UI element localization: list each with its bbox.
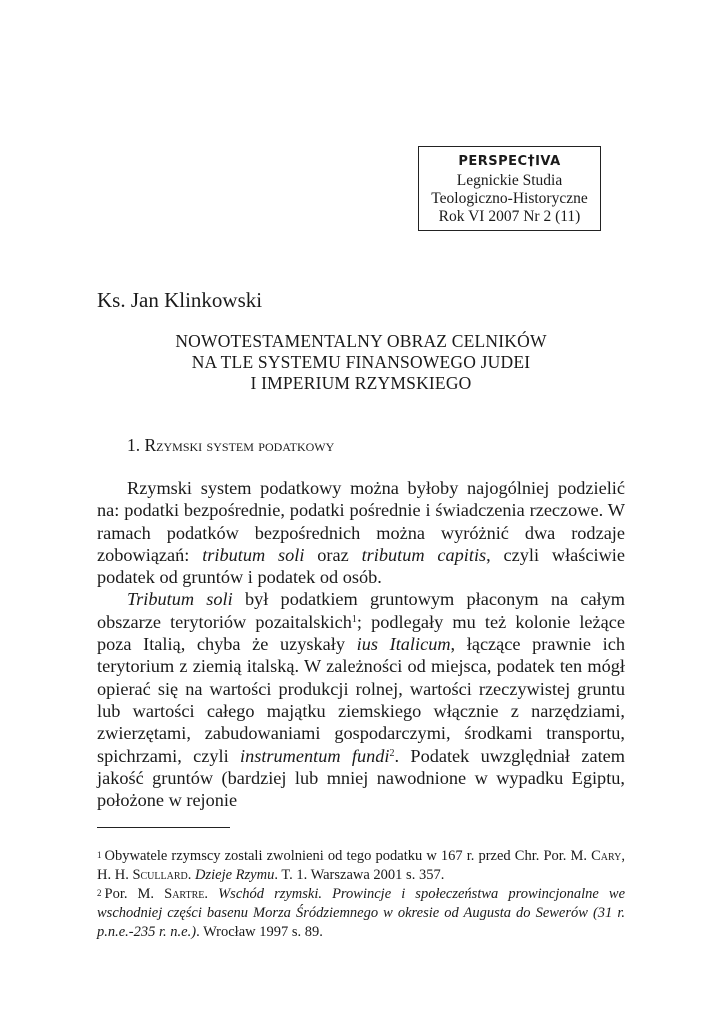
footnote-ref[interactable]: 1 bbox=[351, 613, 357, 625]
title-line: NA TLE SYSTEMU FINANSOWEGO JUDEI bbox=[191, 352, 531, 372]
journal-info-box bbox=[418, 146, 601, 231]
paragraph: Rzymski system podatkowy można byłoby najogólniej podzielić na: podatki bezpośrednie, podatki pośrednie i świadczenia rzeczowe. W ramach podatków bezpośrednich można wyróżnić dwa rodzaje zobowiązań: tributum soli oraz tributum capitis, czyli właściwie podatek od gruntów i podatek od osób. bbox=[97, 478, 625, 588]
journal-subtitle-line1: Legnickie Studia bbox=[456, 172, 563, 189]
journal-issue: Rok VI 2007 Nr 2 (11) bbox=[438, 208, 581, 225]
journal-name: PERSPEC†IVA bbox=[458, 153, 561, 169]
article-title bbox=[97, 331, 625, 394]
title-line: NOWOTESTAMENTALNY OBRAZ CELNIKÓW bbox=[175, 331, 547, 351]
footnote-ref[interactable]: 2 bbox=[389, 747, 395, 759]
paragraph: Tributum soli był podatkiem gruntowym płaconym na całym obszarze terytoriów pozaitalskich$^1$; podlegały mu też kolonie leżące poza Italią, chyba że uzyskały ius Italicum, łączące prawnie ich terytorium z ziemią italską. W zależności od miejsca, podatek ten mógł opierać się na wartości produkcji rolnej, wartości rzeczywistej gruntu lub wartości całego majątku ziemskiego włącznie z narzędziami, zwierzętami, zabudowaniami gospodarczymi, środkami transportu, spichrzami, czyli instrumentum fundi$^2$. Podatek uwzględniał zatem jakość gruntów (bardziej lub mniej nawodnione w wypadku Egiptu, położone w rejonie bbox=[97, 589, 625, 811]
author-name: Ks. Jan Klinkowski bbox=[97, 288, 263, 312]
cross-icon: † bbox=[527, 153, 536, 169]
title-line: I IMPERIUM RZYMSKIEGO bbox=[250, 373, 472, 393]
footnote: $^2$ Por. M. Sartre. Wschód rzymski. Prowincje i społeczeństwa prowincjonalne we wschodniej części basenu Morza Śródziemnego w okresie od Augusta do Sewerów (31 r. p.n.e.-235 r. n.e.). Wrocław 1997 s. 89. bbox=[97, 886, 625, 940]
section-heading: 1. Rzymski system podatkowy bbox=[127, 435, 335, 455]
body-text bbox=[97, 477, 625, 811]
footnote-divider bbox=[97, 827, 230, 828]
footnotes bbox=[97, 847, 625, 942]
journal-subtitle-line2: Teologiczno-Historyczne bbox=[431, 190, 588, 207]
footnote: $^1$ Obywatele rzymscy zostali zwolnieni od tego podatku w 167 r. przed Chr. Por. M. Cary, H. H. Scullard. Dzieje Rzymu. T. 1. Warszawa 2001 s. 357. bbox=[97, 848, 625, 883]
